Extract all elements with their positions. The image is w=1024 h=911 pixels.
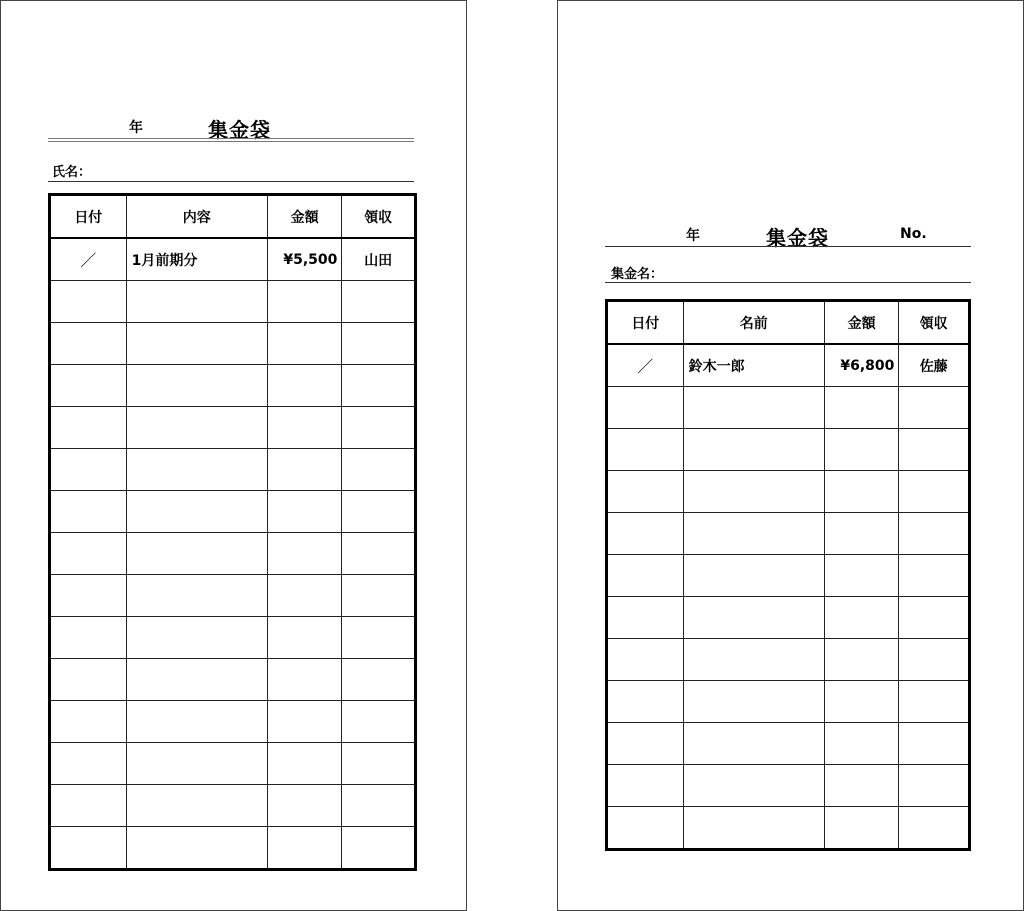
empty-cell[interactable] xyxy=(607,555,684,597)
empty-cell[interactable] xyxy=(126,659,267,701)
left-year-label: 年 xyxy=(129,120,143,136)
empty-cell[interactable] xyxy=(126,449,267,491)
empty-cell[interactable] xyxy=(126,617,267,659)
empty-cell[interactable] xyxy=(899,513,970,555)
empty-cell[interactable] xyxy=(607,765,684,807)
empty-cell[interactable] xyxy=(50,575,127,617)
empty-cell[interactable] xyxy=(683,681,824,723)
empty-cell[interactable] xyxy=(267,575,342,617)
empty-cell[interactable] xyxy=(342,449,416,491)
empty-cell[interactable] xyxy=(342,323,416,365)
table-header-row xyxy=(50,195,416,239)
empty-cell[interactable] xyxy=(607,681,684,723)
empty-cell[interactable] xyxy=(342,491,416,533)
table-row xyxy=(607,429,970,471)
right-collector-label: 集金名： xyxy=(611,267,664,282)
empty-cell[interactable] xyxy=(899,429,970,471)
table-row xyxy=(607,387,970,429)
date-cell[interactable]: ／ xyxy=(50,238,127,281)
receipt-cell[interactable]: 佐藤 xyxy=(899,344,970,387)
receipt-cell[interactable]: 山田 xyxy=(342,238,416,281)
name-cell[interactable]: 鈴木一郎 xyxy=(683,344,824,387)
empty-cell[interactable] xyxy=(824,429,899,471)
empty-cell[interactable] xyxy=(267,617,342,659)
amount-cell[interactable]: ¥6,800 xyxy=(824,344,899,387)
table-row xyxy=(50,827,416,870)
empty-cell[interactable] xyxy=(267,659,342,701)
table-row xyxy=(50,533,416,575)
empty-cell[interactable] xyxy=(342,365,416,407)
left-title-double-rule xyxy=(48,138,414,142)
empty-cell[interactable] xyxy=(126,743,267,785)
empty-cell[interactable] xyxy=(683,513,824,555)
empty-cell[interactable] xyxy=(126,323,267,365)
table-row xyxy=(50,617,416,659)
right-title-rule xyxy=(605,246,971,247)
header-date: 日付 xyxy=(607,301,684,345)
empty-cell[interactable] xyxy=(899,765,970,807)
empty-cell[interactable] xyxy=(50,449,127,491)
empty-cell[interactable] xyxy=(824,597,899,639)
empty-cell[interactable] xyxy=(342,827,416,870)
left-name-underline xyxy=(48,181,414,182)
empty-cell[interactable] xyxy=(342,701,416,743)
empty-cell[interactable] xyxy=(50,281,127,323)
header-receipt: 領収 xyxy=(342,195,416,239)
empty-cell[interactable] xyxy=(50,407,127,449)
empty-cell[interactable] xyxy=(899,723,970,765)
empty-cell[interactable] xyxy=(267,743,342,785)
empty-cell[interactable] xyxy=(824,765,899,807)
empty-cell[interactable] xyxy=(607,513,684,555)
empty-cell[interactable] xyxy=(267,827,342,870)
empty-cell[interactable] xyxy=(824,681,899,723)
empty-cell[interactable] xyxy=(683,387,824,429)
date-cell[interactable]: ／ xyxy=(607,344,684,387)
empty-cell[interactable] xyxy=(342,575,416,617)
right-collector-underline xyxy=(605,282,971,283)
empty-cell[interactable] xyxy=(607,471,684,513)
empty-cell[interactable] xyxy=(683,723,824,765)
empty-cell[interactable] xyxy=(267,491,342,533)
empty-cell[interactable] xyxy=(50,785,127,827)
right-no-label: No. xyxy=(900,226,927,242)
empty-cell[interactable] xyxy=(126,827,267,870)
empty-cell[interactable] xyxy=(607,597,684,639)
empty-cell[interactable] xyxy=(607,429,684,471)
right-ledger-table xyxy=(605,299,971,851)
empty-cell[interactable] xyxy=(607,807,684,850)
empty-cell[interactable] xyxy=(50,701,127,743)
table-row xyxy=(607,555,970,597)
empty-cell[interactable] xyxy=(50,827,127,870)
empty-cell[interactable] xyxy=(824,555,899,597)
header-amount: 金額 xyxy=(824,301,899,345)
empty-cell[interactable] xyxy=(126,281,267,323)
empty-cell[interactable] xyxy=(126,365,267,407)
empty-cell[interactable] xyxy=(824,639,899,681)
empty-cell[interactable] xyxy=(342,533,416,575)
header-date: 日付 xyxy=(50,195,127,239)
empty-cell[interactable] xyxy=(267,407,342,449)
empty-cell[interactable] xyxy=(267,533,342,575)
table-row xyxy=(50,575,416,617)
table-header-row xyxy=(607,301,970,345)
header-name: 名前 xyxy=(683,301,824,345)
header-content: 内容 xyxy=(126,195,267,239)
table-row xyxy=(50,743,416,785)
empty-cell[interactable] xyxy=(899,555,970,597)
empty-cell[interactable] xyxy=(50,365,127,407)
table-row xyxy=(50,449,416,491)
empty-cell[interactable] xyxy=(267,365,342,407)
empty-cell[interactable] xyxy=(899,681,970,723)
table-row xyxy=(50,407,416,449)
empty-cell[interactable] xyxy=(126,407,267,449)
empty-cell[interactable] xyxy=(126,785,267,827)
table-row xyxy=(607,681,970,723)
empty-cell[interactable] xyxy=(126,491,267,533)
empty-cell[interactable] xyxy=(607,639,684,681)
empty-cell[interactable] xyxy=(267,449,342,491)
empty-cell[interactable] xyxy=(824,513,899,555)
empty-cell[interactable] xyxy=(899,387,970,429)
table-row xyxy=(607,471,970,513)
left-title: 集金袋 xyxy=(208,118,271,142)
empty-cell[interactable] xyxy=(50,617,127,659)
empty-cell[interactable] xyxy=(683,807,824,850)
empty-cell[interactable] xyxy=(342,743,416,785)
empty-cell[interactable] xyxy=(50,491,127,533)
empty-cell[interactable] xyxy=(683,597,824,639)
empty-cell[interactable] xyxy=(899,597,970,639)
right-title: 集金袋 xyxy=(766,226,829,250)
table-row xyxy=(50,281,416,323)
empty-cell[interactable] xyxy=(899,471,970,513)
left-name-label: 氏名： xyxy=(52,165,92,180)
left-ledger-table xyxy=(48,193,417,871)
table-row xyxy=(50,323,416,365)
table-row xyxy=(50,491,416,533)
empty-cell[interactable] xyxy=(342,281,416,323)
table-row xyxy=(50,365,416,407)
empty-cell[interactable] xyxy=(267,281,342,323)
empty-cell[interactable] xyxy=(824,471,899,513)
header-amount: 金額 xyxy=(267,195,342,239)
empty-cell[interactable] xyxy=(899,807,970,850)
empty-cell[interactable] xyxy=(683,765,824,807)
table-row xyxy=(607,723,970,765)
empty-cell[interactable] xyxy=(126,701,267,743)
empty-cell[interactable] xyxy=(607,387,684,429)
empty-cell[interactable] xyxy=(342,617,416,659)
header-receipt: 領収 xyxy=(899,301,970,345)
empty-cell[interactable] xyxy=(50,743,127,785)
table-row xyxy=(50,701,416,743)
empty-cell[interactable] xyxy=(342,659,416,701)
table-row xyxy=(50,785,416,827)
empty-cell[interactable] xyxy=(50,533,127,575)
empty-cell[interactable] xyxy=(683,555,824,597)
empty-cell[interactable] xyxy=(342,407,416,449)
empty-cell[interactable] xyxy=(342,785,416,827)
empty-cell[interactable] xyxy=(267,323,342,365)
empty-cell[interactable] xyxy=(267,785,342,827)
right-year-label: 年 xyxy=(686,228,700,244)
empty-cell[interactable] xyxy=(899,639,970,681)
content-cell[interactable]: 1月前期分 xyxy=(126,238,267,281)
table-row xyxy=(607,344,970,387)
table-row xyxy=(607,807,970,850)
empty-cell[interactable] xyxy=(683,471,824,513)
empty-cell[interactable] xyxy=(824,723,899,765)
empty-cell[interactable] xyxy=(683,639,824,681)
table-row xyxy=(607,639,970,681)
empty-cell[interactable] xyxy=(50,659,127,701)
empty-cell[interactable] xyxy=(607,723,684,765)
table-row xyxy=(607,765,970,807)
empty-cell[interactable] xyxy=(126,533,267,575)
empty-cell[interactable] xyxy=(683,429,824,471)
empty-cell[interactable] xyxy=(126,575,267,617)
table-row xyxy=(50,238,416,281)
table-row xyxy=(607,513,970,555)
empty-cell[interactable] xyxy=(824,387,899,429)
empty-cell[interactable] xyxy=(824,807,899,850)
amount-cell[interactable]: ¥5,500 xyxy=(267,238,342,281)
empty-cell[interactable] xyxy=(267,701,342,743)
empty-cell[interactable] xyxy=(50,323,127,365)
table-row xyxy=(50,659,416,701)
table-row xyxy=(607,597,970,639)
